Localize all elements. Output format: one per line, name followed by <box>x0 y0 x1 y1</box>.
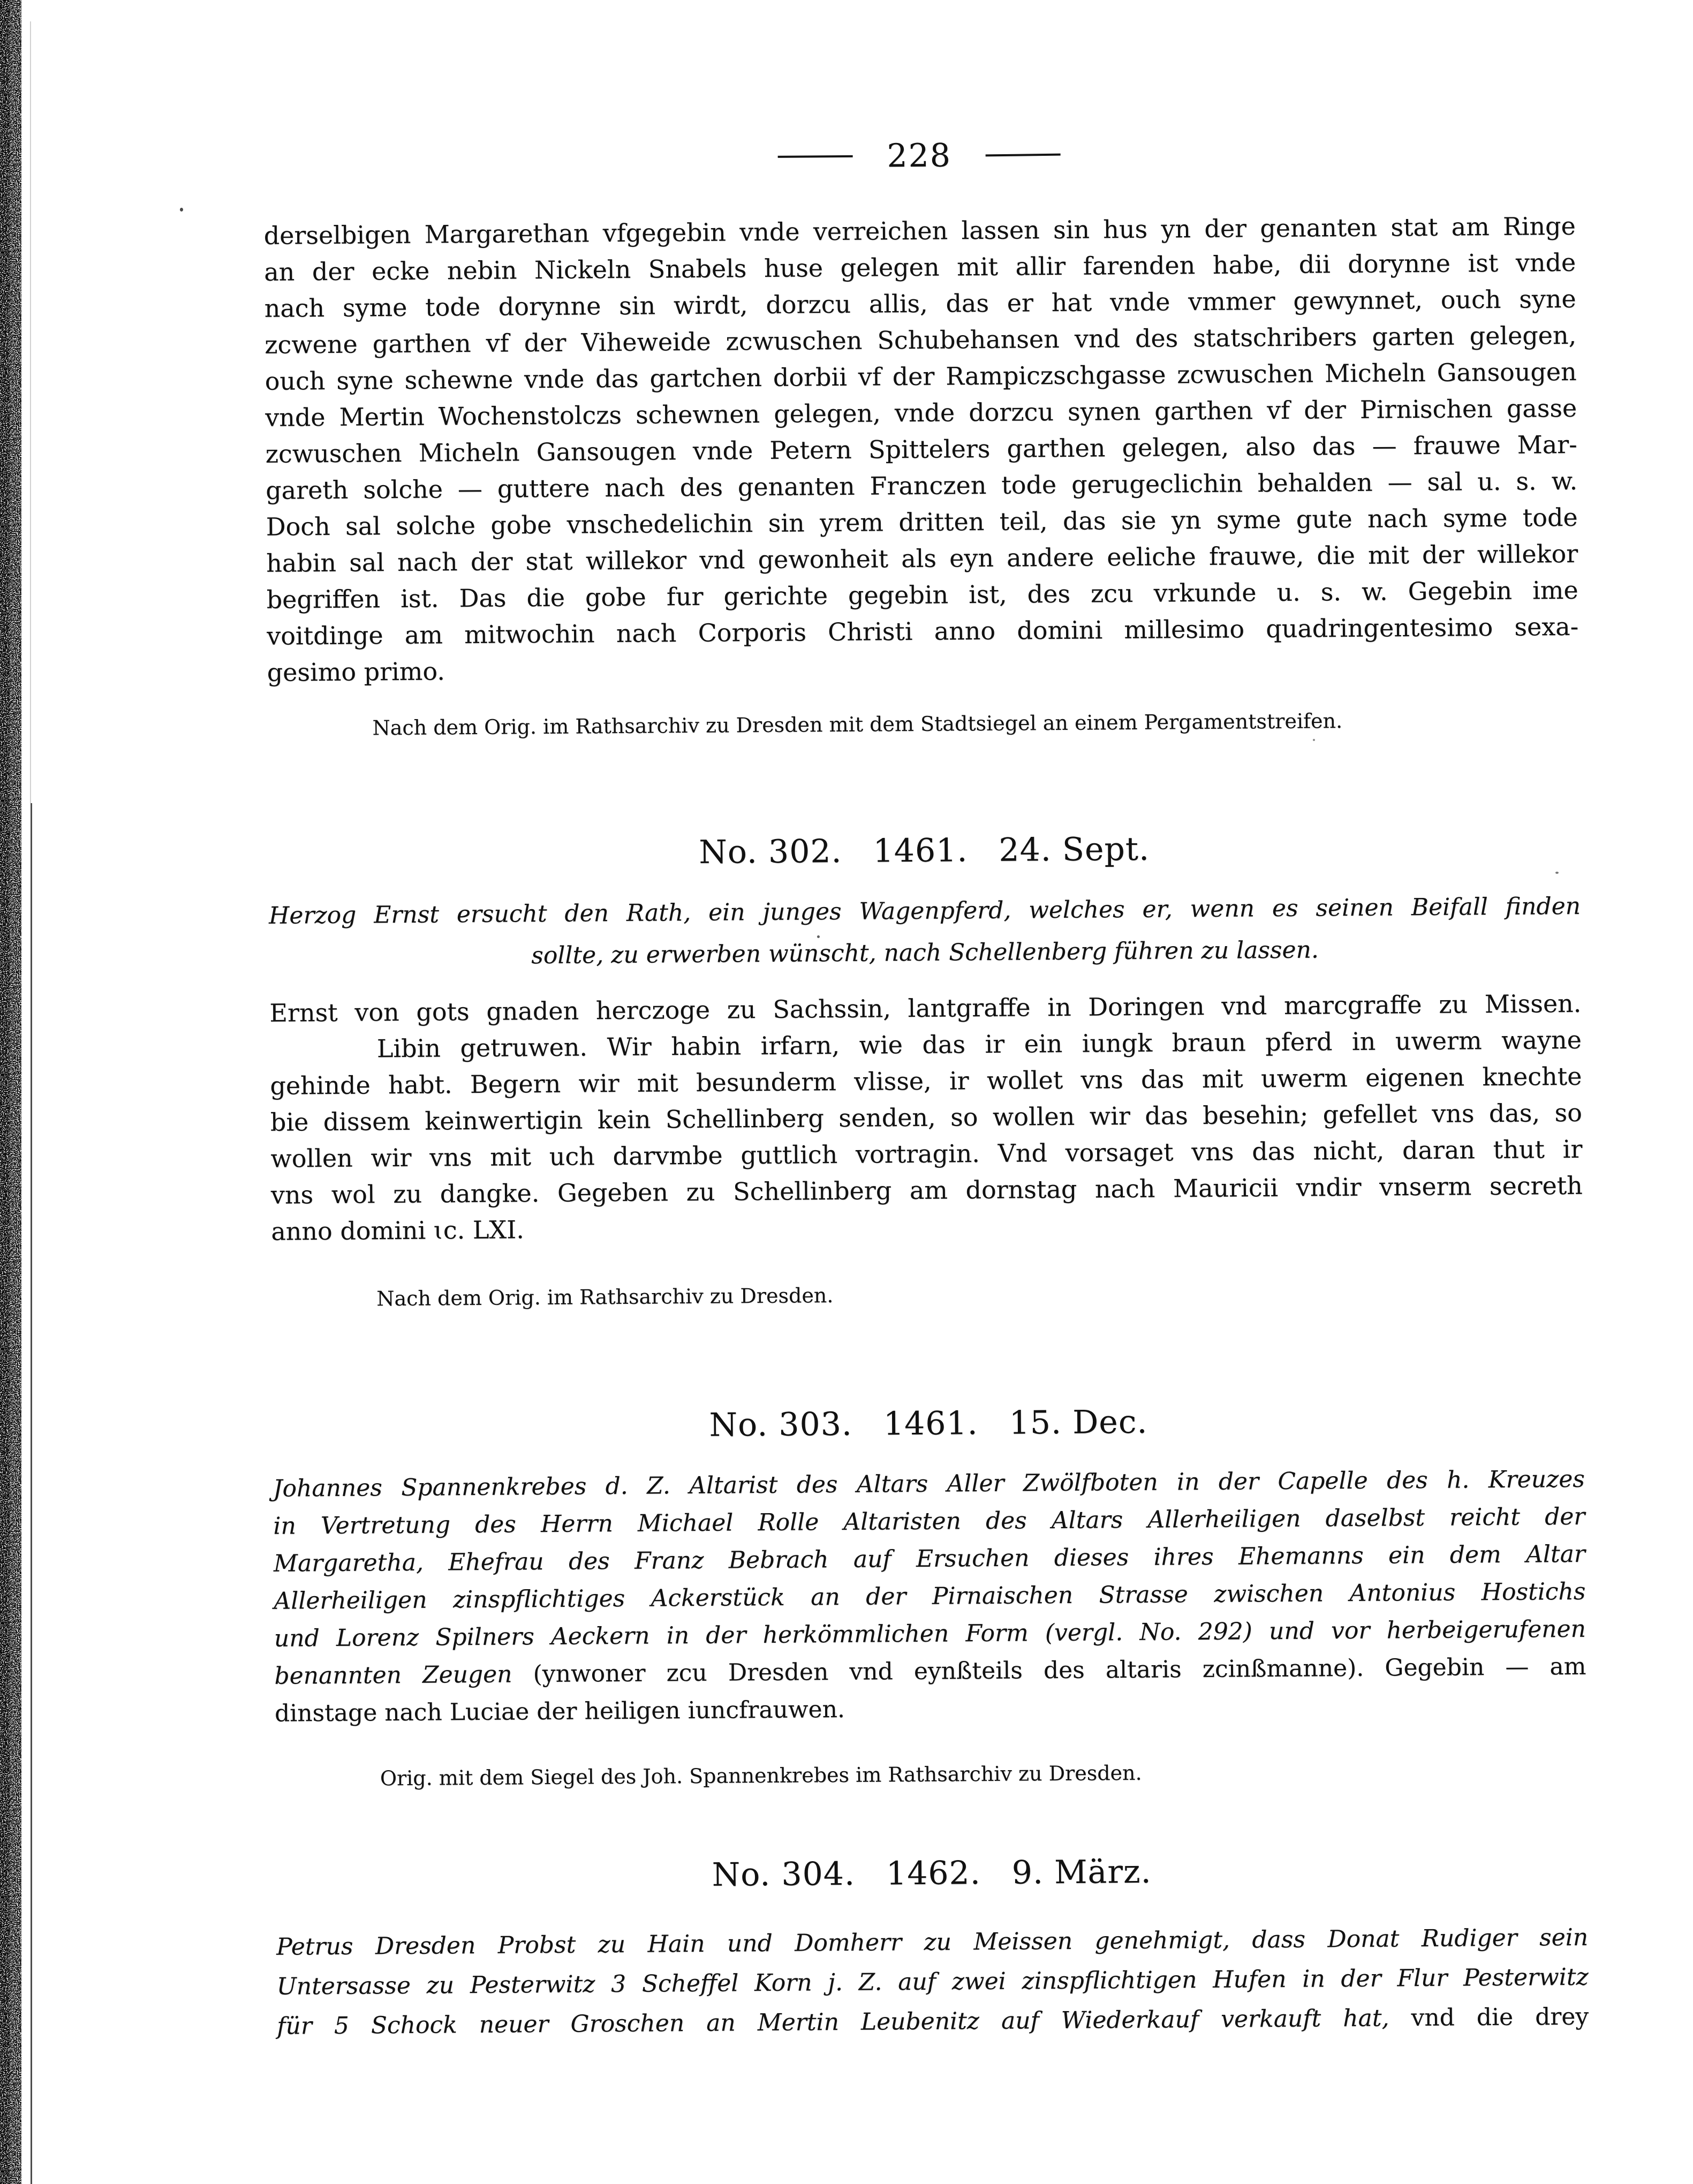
text-line: derselbigen Margarethan vfgegebin vnde verreichen lassen sin hus yn der genanten stat am Ringe <box>263 211 1576 250</box>
text-line: voitdinge am mitwochin nach Corporis Christi anno domini millesimo quadringentesimo sexa- <box>267 611 1579 651</box>
text-line: vns wol zu dangke. Gegeben zu Schellinberg am dornstag nach Mauricii vndir vnserm secreth <box>270 1170 1583 1210</box>
entry-302-date: 24. Sept. <box>999 830 1150 869</box>
text-line: an der ecke nebin Nickeln Snabels huse gelegen mit allir farenden habe, dii dorynne ist vnde <box>264 247 1576 286</box>
text-segment: (ynwoner zcu Dresden vnd eynßteils des altaris zcinßmanne). Gegebin — am <box>533 1652 1586 1688</box>
text-line: gesimo primo. <box>267 656 445 687</box>
text-line: Ernst von gots gnaden herczoge zu Sachssin, lantgraffe in Doringen vnd marcgraffe zu Missen. <box>269 988 1582 1027</box>
entry-303-year: 1461. <box>883 1404 978 1443</box>
text-line: Petrus Dresden Probst zu Hain und Domherr zu Meissen genehmigt, dass Donat Rudiger sein <box>276 1923 1589 1961</box>
source-note-continuation: Nach dem Orig. im Rathsarchiv zu Dresden mit dem Stadtsiegel an einem Pergamentstreifen. <box>372 709 1343 740</box>
text-line: zcwene garthen vf der Viheweide zcwuschen Schubehansen vnd des statschribers garten gelegen, <box>264 320 1577 359</box>
text-line: habin sal nach der stat willekor vnd gewonheit als eyn andere eeliche frauwe, die mit der willekor <box>266 539 1578 578</box>
text-segment: benannten Zeugen <box>274 1660 533 1690</box>
entry-302-year: 1461. <box>873 832 968 870</box>
source-note-303: Orig. mit dem Siegel des Joh. Spannenkrebes im Rathsarchiv zu Dresden. <box>380 1760 1142 1790</box>
text-segment: dinstage nach Luciae der heiligen iuncfrauwen. <box>274 1696 845 1727</box>
text-line: anno domini ɩc. LXI. <box>271 1215 525 1246</box>
entry-304-heading <box>276 1850 1588 1897</box>
entry-303-number: No. 303. <box>709 1405 853 1444</box>
header-rule-left <box>777 155 852 158</box>
text-line: gareth solche — guttere nach des genanten Franczen tode gerugeclichin behalden — sal u. s. w. <box>266 466 1578 505</box>
text-segment: vnd die drey <box>1389 2002 1589 2032</box>
text-line: Margaretha, Ehefrau des Franz Bebrach auf Ersuchen dieses ihres Ehemanns ein dem Altar <box>273 1540 1586 1577</box>
entry-304-date: 9. März. <box>1011 1853 1152 1892</box>
entry-302-heading <box>268 828 1580 874</box>
text-line: begriffen ist. Das die gobe fur gerichte gegebin ist, des zcu vrkunde u. s. w. Gegebin ime <box>266 575 1578 614</box>
entry-304-year: 1462. <box>886 1854 981 1893</box>
text-line: sollte, zu erwerben wünscht, nach Schellenberg führen zu lassen. <box>531 936 1319 970</box>
text-segment: für 5 Schock neuer Groschen an Mertin Leubenitz auf Wiederkauf verkauft hat, <box>277 2004 1389 2040</box>
text-line: und Lorenz Spilners Aeckern in der herkömmlichen Form (vergl. No. 292) und vor herbeigerufenen <box>274 1615 1586 1652</box>
text-line: Doch sal solche gobe vnschedelichin sin yrem dritten teil, das sie yn syme gute nach syme tode <box>266 502 1578 541</box>
text-line: Allerheiligen zinspflichtiges Ackerstück an der Pirnaischen Strasse zwischen Antonius Hostichs <box>274 1577 1586 1615</box>
text-line: vnde Mertin Wochenstolczs schewnen gelegen, vnde dorzcu synen garthen vf der Pirnischen gasse <box>265 393 1577 432</box>
text-line: wollen wir vns mit uch darvmbe guttlich vortragin. Vnd vorsaget vns das nicht, daran thut ir <box>270 1134 1583 1173</box>
text-line: Untersasse zu Pesterwitz 3 Scheffel Korn j. Z. auf zwei zinspflichtigen Hufen in der Flur Pesterwitz <box>276 1963 1589 2000</box>
entry-303-summary <box>273 1461 1587 1733</box>
entry-302-number: No. 302. <box>699 833 842 872</box>
text-line: bie dissem keinwertigin kein Schellinberg senden, so wollen wir das besehin; gefellet vns das, so <box>270 1098 1583 1137</box>
text-line: Herzog Ernst ersucht den Rath, ein junges Wagenpferd, welches er, wenn es seinen Beifall finden <box>268 892 1581 929</box>
source-note-302: Nach dem Orig. im Rathsarchiv zu Dresden. <box>376 1283 834 1311</box>
text-line: in Vertretung des Herrn Michael Rolle Altaristen des Altars Allerheiligen daselbst reicht der <box>273 1502 1585 1540</box>
page-header <box>263 135 1575 177</box>
page-number: 228 <box>887 137 952 175</box>
text-line: zcwuschen Micheln Gansougen vnde Petern Spittelers garthen gelegen, also das — frauwe Mar- <box>265 429 1577 468</box>
entry-304-number: No. 304. <box>712 1855 856 1894</box>
entry-304-summary <box>276 1918 1589 2046</box>
text-line: nach syme tode dorynne sin wirdt, dorzcu allis, das er hat vnde vmmer gewynnet, ouch syne <box>264 284 1576 323</box>
entry-303-date: 15. Dec. <box>1009 1403 1148 1442</box>
continuation-paragraph <box>263 208 1578 691</box>
entry-302-summary <box>269 886 1581 979</box>
text-line: gehinde habt. Begern wir mit besunderm vlisse, ir wollet vns das mit uwerm eigenen knechte <box>270 1061 1582 1100</box>
text-line: ouch syne schewne vnde das gartchen dorbii vf der Rampiczschgasse zcwuschen Micheln Gansougen <box>264 357 1577 396</box>
header-rule-right <box>986 154 1061 157</box>
text-line: Libin getruwen. Wir habin irfarn, wie das ir ein iungk braun pferd in uwerm wayne <box>376 1025 1582 1063</box>
text-line: Johannes Spannenkrebes d. Z. Altarist des Altars Aller Zwölfboten in der Capelle des h. Kreuzes <box>273 1465 1585 1502</box>
entry-303-heading <box>273 1401 1584 1447</box>
entry-302-body <box>270 1022 1583 1250</box>
